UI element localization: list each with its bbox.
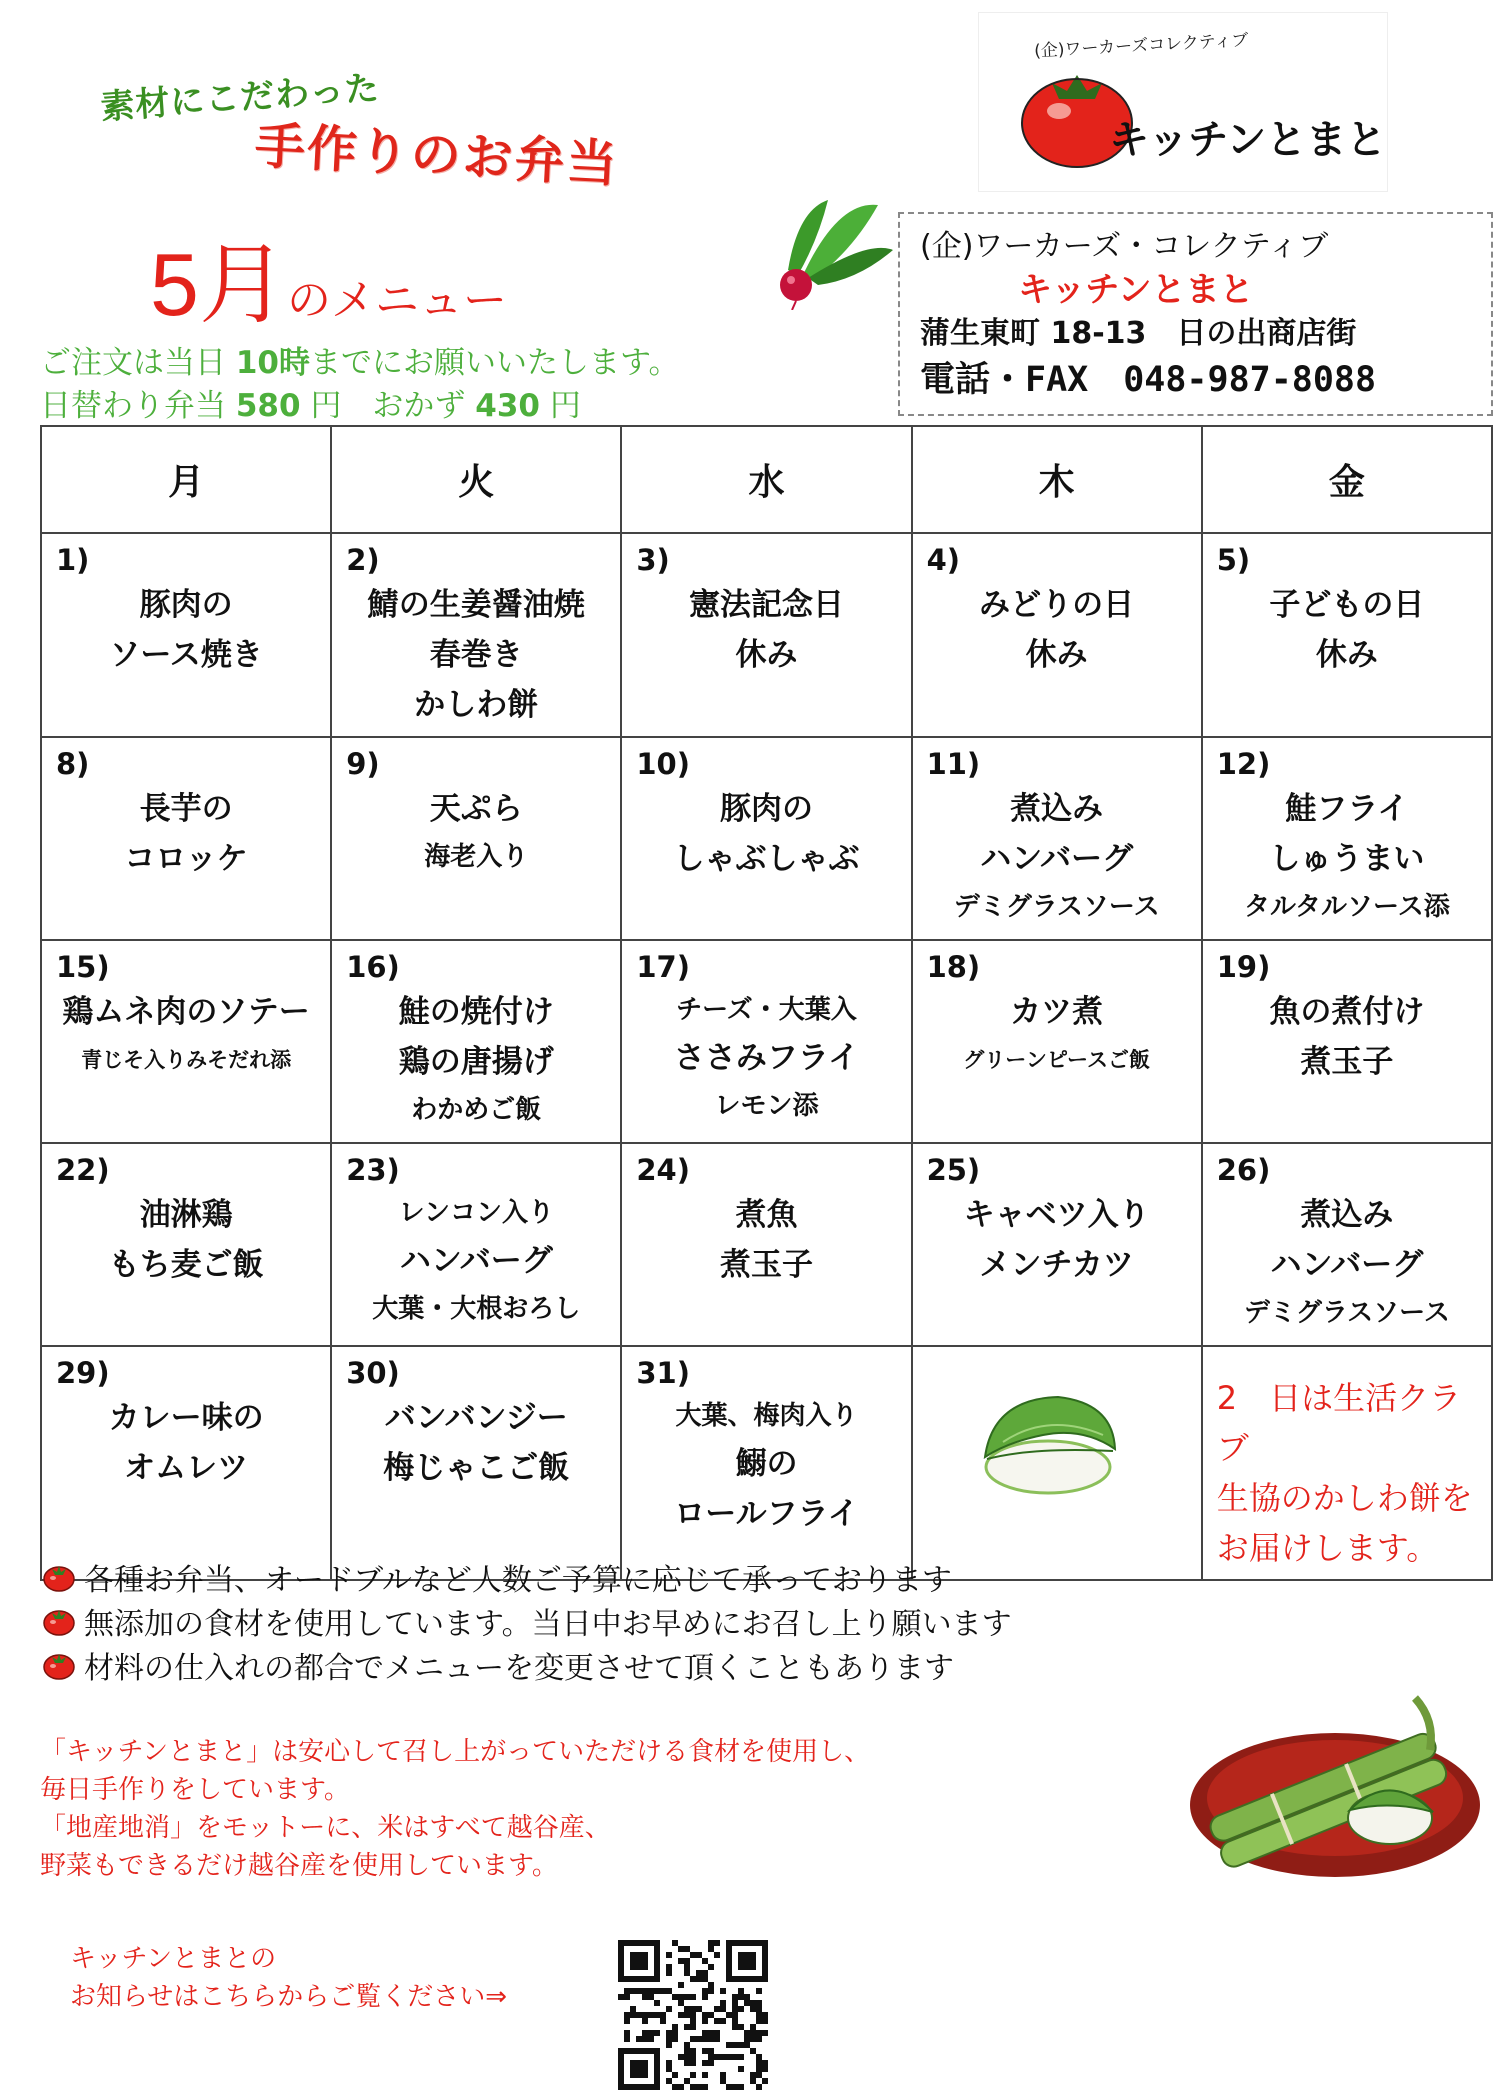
dish-list [636, 580, 896, 680]
dish-list [346, 1393, 606, 1493]
dish-list [56, 987, 316, 1083]
menu-day-cell [912, 737, 1202, 940]
dish-list [1217, 987, 1477, 1087]
page-title [150, 215, 507, 341]
menu-day-cell [331, 737, 621, 940]
dish-line: 梅じゃこご飯 [383, 1450, 570, 1486]
dish-line: みどりの日 [979, 587, 1135, 623]
price-bento: 580 [235, 388, 301, 424]
dish-line: タルタルソース添 [1244, 892, 1450, 922]
notice-text: 各種お弁当、オードブルなど人数ご予算に応じて承っております [84, 1563, 952, 1598]
day-number: 2) [346, 543, 380, 577]
info-shop-name: キッチンとまと [1018, 270, 1254, 310]
menu-calendar [40, 425, 1493, 1581]
month-suffix: のメニュー [286, 275, 507, 326]
dish-list [636, 1190, 896, 1290]
menu-day-cell [1202, 1143, 1492, 1346]
dish-line: 鮭フライ [1285, 791, 1409, 827]
price-label-bento: 日替わり弁当 [40, 388, 226, 424]
menu-day-cell [41, 737, 331, 940]
dish-line: 油淋鶏 [139, 1197, 233, 1233]
special-note-line: お届けします。 [1216, 1529, 1439, 1567]
month-label: 5月 [150, 235, 287, 334]
day-number: 1) [56, 543, 90, 577]
dish-line: 鰯の [735, 1446, 798, 1482]
order-deadline [40, 342, 680, 385]
dish-line: グリーンピースご飯 [963, 1048, 1150, 1072]
dish-list [56, 1190, 316, 1290]
dish-line: デミグラスソース [1243, 1298, 1450, 1328]
menu-day-cell [621, 737, 911, 940]
dish-list [346, 987, 606, 1133]
dish-line: ハンバーグ [1270, 1247, 1424, 1283]
menu-day-cell [41, 1143, 331, 1346]
order-deadline-time: 10時 [235, 345, 310, 381]
dish-line: カツ煮 [1010, 994, 1104, 1030]
week-row [41, 737, 1492, 940]
description-line: 「キッチンとまと」は安心して召し上がっていただける食材を使用し、 [40, 1737, 871, 1767]
description-line: 毎日手作りをしています。 [40, 1775, 350, 1805]
special-note-cell [1202, 1346, 1492, 1580]
dish-line: しゅうまい [1269, 841, 1425, 877]
dish-list [346, 1190, 606, 1332]
order-deadline-post: までにお願いいたします。 [310, 345, 680, 381]
special-note [1217, 1353, 1477, 1573]
dish-line: デミグラスソース [953, 892, 1160, 922]
menu-day-cell [621, 940, 911, 1143]
dish-line: 煮魚 [735, 1197, 798, 1233]
dish-line: ソース焼き [109, 637, 263, 673]
dish-line: かしわ餅 [414, 687, 539, 723]
qr-label-line: キッチンとまとの [70, 1944, 277, 1974]
dish-line: 長芋の [139, 791, 233, 827]
dish-line: チーズ・大葉入 [676, 995, 857, 1025]
menu-day-cell [331, 940, 621, 1143]
notice-text: 材料の仕入れの都合でメニューを変更させて頂くこともあります [84, 1651, 954, 1686]
special-note-line: 2 日は生活クラブ [1216, 1379, 1462, 1467]
weekday-header-row [41, 426, 1492, 533]
dish-list [636, 987, 896, 1129]
qr-code-icon[interactable] [618, 1940, 768, 2090]
order-deadline-pre: ご注文は当日 [40, 345, 226, 381]
kashiwa-mochi-icon [973, 1387, 1123, 1502]
dish-line: 煮込み [1010, 791, 1104, 827]
notice-item [42, 1555, 1012, 1599]
price-label-okazu: 円 おかず [310, 388, 466, 424]
dish-line: 鯖の生姜醤油焼 [367, 587, 585, 623]
dish-line: 鶏ムネ肉のソテー [62, 994, 310, 1030]
dish-line: 大葉・大根おろし [372, 1294, 581, 1324]
menu-day-cell [912, 533, 1202, 737]
day-number: 25) [926, 1153, 981, 1187]
info-company: (企)ワーカーズ・コレクティブ [920, 229, 1329, 264]
day-number: 22) [56, 1153, 110, 1187]
logo [978, 12, 1388, 192]
day-number: 23) [346, 1153, 400, 1187]
tagline-top: 素材にこだわった [99, 68, 381, 128]
day-number: 24) [636, 1153, 690, 1187]
dish-line: メンチカツ [979, 1247, 1134, 1283]
dish-line: しゃぶしゃぶ [673, 841, 860, 877]
contact-info-box [898, 212, 1493, 416]
shop-description [40, 1733, 870, 1885]
dish-list [636, 1393, 896, 1539]
menu-day-cell [912, 1143, 1202, 1346]
day-number: 29) [56, 1356, 110, 1390]
menu-day-cell [621, 533, 911, 737]
dish-list [346, 784, 606, 880]
dish-line: 鶏の唐揚げ [398, 1044, 554, 1080]
dish-line: もち麦ご飯 [108, 1247, 264, 1283]
day-number: 10) [636, 747, 690, 781]
dish-list [927, 580, 1187, 680]
special-note-line: 生協のかしわ餅を [1216, 1479, 1473, 1517]
dish-line: 鮭の焼付け [398, 994, 554, 1030]
weekday-header: 水 [621, 426, 911, 533]
week-row [41, 940, 1492, 1143]
tomato-icon [42, 1650, 76, 1680]
dish-line: レンコン入り [398, 1198, 554, 1228]
day-number: 8) [56, 747, 90, 781]
day-number: 4) [926, 543, 960, 577]
dish-line: 憲法記念日 [688, 587, 844, 623]
menu-day-cell [41, 940, 331, 1143]
week-row [41, 1346, 1492, 1580]
menu-day-cell [41, 1346, 331, 1580]
day-number: 30) [346, 1356, 400, 1390]
logo-name: キッチンとまと [1109, 117, 1387, 163]
mochi-cell [912, 1346, 1202, 1580]
dish-list [927, 987, 1187, 1083]
dish-list [1217, 1190, 1477, 1336]
dish-line: 子どもの日 [1269, 587, 1425, 623]
dish-list [1217, 784, 1477, 930]
dish-line: わかめご飯 [411, 1095, 542, 1125]
tomato-icon [42, 1606, 76, 1636]
dish-line: 休み [735, 637, 798, 673]
day-number: 26) [1216, 1153, 1271, 1187]
dish-list [56, 1393, 316, 1493]
dish-line: 豚肉の [719, 791, 813, 827]
dish-line: レモン添 [714, 1091, 819, 1121]
day-number: 12) [1216, 747, 1271, 781]
info-phone: 電話・FAX 048-987-8088 [920, 360, 1377, 400]
price-unit: 円 [549, 388, 581, 424]
dish-line: キャベツ入り [963, 1197, 1150, 1233]
dish-line: 休み [1025, 637, 1088, 673]
menu-day-cell [912, 940, 1202, 1143]
qr-label-line: お知らせはこちらからご覧ください⇒ [70, 1982, 508, 2012]
day-number: 9) [346, 747, 380, 781]
dish-list [56, 580, 316, 680]
notice-item [42, 1643, 1012, 1687]
day-number: 17) [636, 950, 690, 984]
dish-line: ささみフライ [673, 1040, 859, 1076]
weekday-header: 金 [1202, 426, 1492, 533]
description-line: 野菜もできるだけ越谷産を使用しています。 [40, 1851, 558, 1881]
day-number: 31) [636, 1356, 690, 1390]
dish-line: 春巻き [429, 637, 523, 673]
dish-line: ハンバーグ [980, 841, 1134, 877]
dish-line: 大葉、梅肉入り [675, 1401, 858, 1431]
dish-line: コロッケ [124, 841, 248, 877]
menu-day-cell [1202, 940, 1492, 1143]
dish-line: ロールフライ [674, 1496, 859, 1532]
dish-list [927, 1190, 1187, 1290]
day-number: 18) [926, 950, 981, 984]
dish-line: 魚の煮付け [1269, 994, 1425, 1030]
dish-line: 海老入り [424, 842, 529, 872]
chimaki-plate-icon [1185, 1690, 1485, 1880]
week-row [41, 533, 1492, 737]
price-okazu: 430 [475, 388, 541, 424]
notice-list [42, 1555, 1012, 1687]
week-row [41, 1143, 1492, 1346]
menu-day-cell [1202, 533, 1492, 737]
description-line: 「地産地消」をモットーに、米はすべて越谷産、 [40, 1813, 611, 1843]
dish-line: 煮玉子 [719, 1247, 813, 1283]
menu-day-cell [331, 1346, 621, 1580]
dish-line: カレー味の [108, 1400, 264, 1436]
dish-line: ハンバーグ [399, 1243, 553, 1279]
qr-label [70, 1940, 507, 2016]
order-note [40, 342, 680, 428]
day-number: 19) [1216, 950, 1271, 984]
dish-list [56, 784, 316, 884]
radish-icon [758, 180, 898, 310]
dish-line: オムレツ [124, 1450, 249, 1486]
menu-day-cell [331, 533, 621, 737]
dish-line: 青じそ入りみそだれ添 [81, 1048, 292, 1072]
dish-line: 煮込み [1300, 1197, 1394, 1233]
dish-line: 煮玉子 [1300, 1044, 1394, 1080]
price-line [40, 385, 680, 428]
dish-line: バンバンジー [384, 1400, 568, 1436]
notice-item [42, 1599, 1012, 1643]
menu-day-cell [1202, 737, 1492, 940]
tomato-icon [42, 1562, 76, 1592]
dish-list [636, 784, 896, 884]
weekday-header: 火 [331, 426, 621, 533]
notice-text: 無添加の食材を使用しています。当日中お早めにお召し上り願います [84, 1607, 1012, 1642]
dish-list [346, 580, 606, 730]
dish-list [1217, 580, 1477, 680]
menu-day-cell [621, 1346, 911, 1580]
menu-day-cell [331, 1143, 621, 1346]
weekday-header: 木 [912, 426, 1202, 533]
menu-day-cell [621, 1143, 911, 1346]
dish-line: 豚肉の [139, 587, 233, 623]
tagline-bottom: 手作りのお弁当 [253, 116, 621, 194]
day-number: 5) [1216, 543, 1251, 577]
dish-list [927, 784, 1187, 930]
day-number: 11) [926, 747, 981, 781]
day-number: 3) [636, 543, 670, 577]
weekday-header: 月 [41, 426, 331, 533]
dish-line: 天ぷら [429, 791, 523, 827]
info-address: 蒲生東町 18-13 日の出商店街 [920, 316, 1357, 351]
menu-day-cell [41, 533, 331, 737]
dish-line: 休み [1315, 637, 1378, 673]
day-number: 16) [346, 950, 400, 984]
day-number: 15) [56, 950, 110, 984]
logo-caption: (企)ワーカーズコレクティブ [1033, 30, 1249, 62]
